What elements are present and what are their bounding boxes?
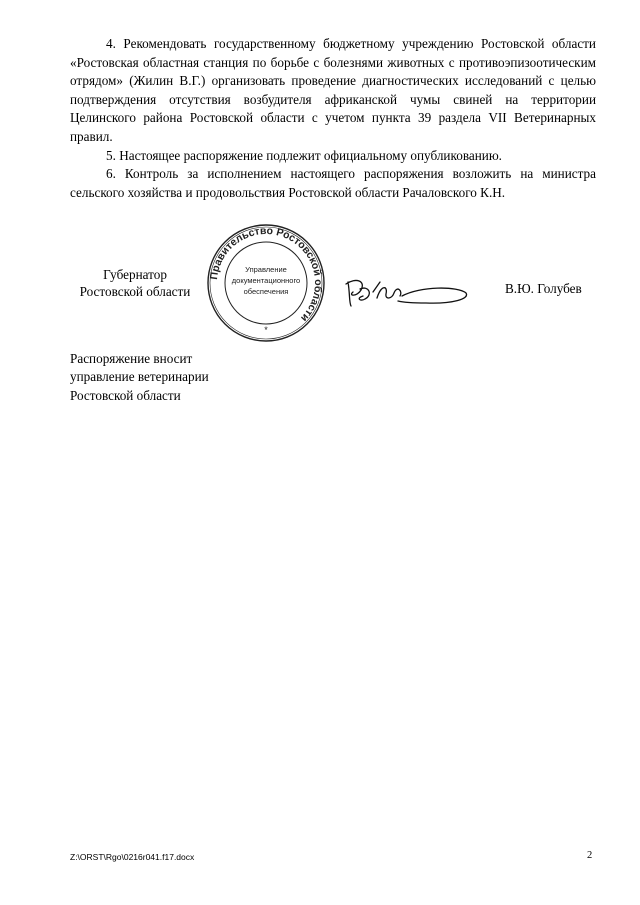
seal-star: * (264, 325, 268, 335)
paragraph-6: 6. Контроль за исполнением настоящего распоряжения возложить на министра сельского хозяйства и продовольствия Ростовской области Рачаловского К.Н. (70, 166, 596, 200)
signatory-name: В.Ю. Голубев (505, 281, 582, 296)
page-number: 2 (587, 850, 593, 861)
handwritten-signature (340, 268, 470, 312)
seal-center-line3: обеспечения (243, 287, 289, 296)
signatory-title-line1: Губернатор (103, 267, 167, 282)
document-body (70, 35, 596, 202)
submitted-by-line1: Распоряжение вносит (70, 351, 193, 366)
paragraph-5: 5. Настоящее распоряжение подлежит официальному опубликованию. (106, 147, 502, 163)
signatory-title-line2: Ростовской области (79, 284, 191, 299)
submitted-by-line3: Ростовской области (70, 387, 181, 403)
official-seal (205, 222, 327, 344)
paragraph-4: 4. Рекомендовать государственному бюджетному учреждению Ростовской области «Ростовская областная станция по борьбе с болезнями животных с противоэпизоотическим отрядом» (Жилин В.Г.) организовать проведение диагностических исследований с целью подтверждения отсутствия возбудителя африканской чумы свиней на территории Целинского района Ростовской области с учетом пункта 39 раздела VII Ветеринарных правил. (70, 36, 596, 144)
signatory-title (70, 266, 200, 300)
submitted-by-note (70, 350, 209, 405)
seal-center-line1: Управление (245, 265, 287, 274)
seal-center-line2: документационного (231, 276, 301, 285)
seal-ring-text: Правительство Ростовской области (208, 224, 325, 325)
footer-file-path: Z:\ORST\Rgo\0216r041.f17.docx (70, 852, 195, 862)
submitted-by-line2: управление ветеринарии (70, 369, 209, 385)
